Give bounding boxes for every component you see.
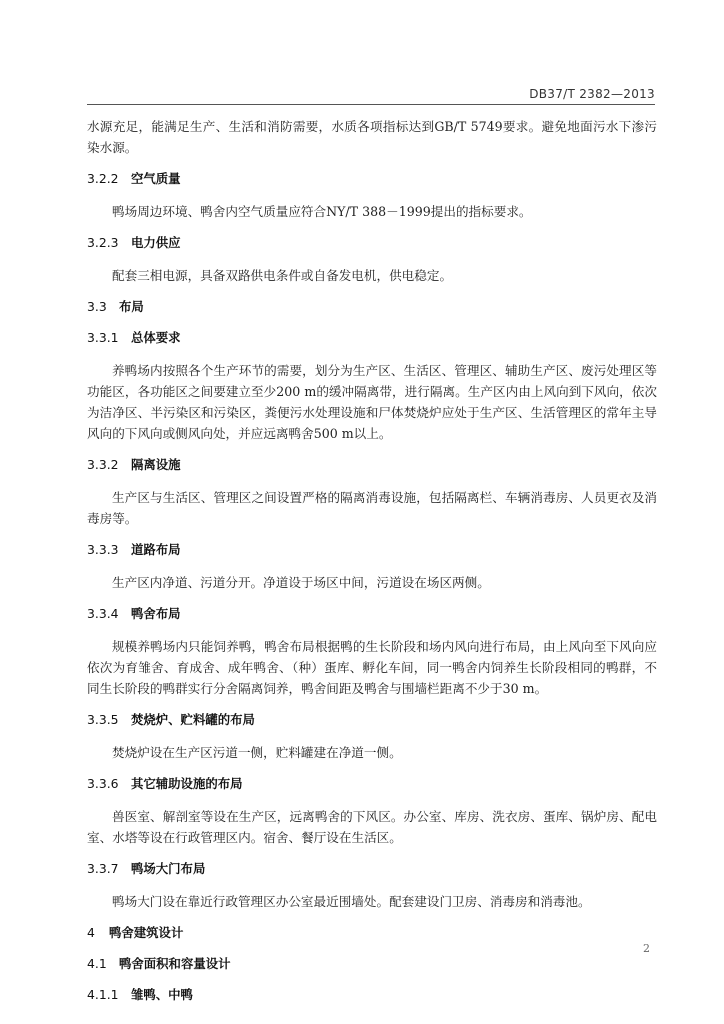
paragraph: 配套三相电源，具备双路供电条件或自备发电机，供电稳定。 (112, 268, 453, 283)
header-rule (87, 104, 655, 105)
section-heading (87, 170, 657, 188)
section-title: 道路布局 (131, 542, 181, 557)
paragraph: 养鸭场内按照各个生产环节的需要，划分为生产区、生活区、管理区、辅助生产区、废污处理区等功能区，各功能区之间要建立至少200 m的缓冲隔离带，进行隔离。生产区内由上风向到下风向，依次为洁净区、半污染区和污染区，粪便污水处理设施和尸体焚烧炉应处于生产区、生活管理区的常年主导风向的下风向或侧风向处，并应远离鸭舍500 m以上。 (87, 363, 657, 441)
section-number: 4 (87, 925, 95, 940)
section-heading (87, 456, 657, 474)
section-title: 总体要求 (131, 330, 181, 345)
section-number: 3.3.5 (87, 712, 119, 727)
section-number: 3.3.4 (87, 606, 119, 621)
section-number: 3.3.1 (87, 330, 119, 345)
section-title: 鸭场大门布局 (131, 861, 206, 876)
section-heading (87, 298, 657, 316)
section-title: 鸭舍建筑设计 (109, 925, 184, 940)
section-heading (87, 234, 657, 252)
paragraph: 水源充足，能满足生产、生活和消防需要，水质各项指标达到GB/T 5749要求。避免地面污水下渗污染水源。 (87, 119, 657, 155)
paragraph: 焚烧炉设在生产区污道一侧，贮料罐建在净道一侧。 (112, 745, 402, 760)
paragraph: 生产区与生活区、管理区之间设置严格的隔离消毒设施，包括隔离栏、车辆消毒房、人员更衣及消毒房等。 (87, 490, 657, 526)
standard-code: DB37/T 2382—2013 (529, 87, 655, 101)
section-number: 3.2.2 (87, 171, 119, 186)
section-heading (87, 711, 657, 729)
paragraph: 生产区内净道、污道分开。净道设于场区中间，污道设在场区两侧。 (112, 575, 490, 590)
section-title: 电力供应 (131, 235, 181, 250)
page-number: 2 (643, 942, 650, 955)
paragraph: 兽医室、解剖室等设在生产区，远离鸭舍的下风区。办公室、库房、洗衣房、蛋库、锅炉房、配电室、水塔等设在行政管理区内。宿舍、餐厅设在生活区。 (87, 809, 657, 845)
section-heading (87, 541, 657, 559)
section-heading (87, 986, 657, 1004)
section-heading (87, 860, 657, 878)
section-title: 鸭舍布局 (131, 606, 181, 621)
section-title: 其它辅助设施的布局 (131, 776, 243, 791)
section-title: 雏鸭、中鸭 (131, 987, 193, 1002)
section-number: 3.3.2 (87, 457, 119, 472)
section-number: 3.2.3 (87, 235, 119, 250)
section-number: 3.3.3 (87, 542, 119, 557)
section-heading (87, 605, 657, 623)
section-heading (87, 775, 657, 793)
section-title: 空气质量 (131, 171, 181, 186)
section-title: 鸭舍面积和容量设计 (119, 956, 231, 971)
section-heading (87, 924, 657, 942)
paragraph: 鸭场大门设在靠近行政管理区办公室最近围墙处。配套建设门卫房、消毒房和消毒池。 (112, 894, 591, 909)
section-title: 布局 (119, 299, 144, 314)
section-number: 3.3.6 (87, 776, 119, 791)
section-title: 隔离设施 (131, 457, 181, 472)
section-number: 3.3.7 (87, 861, 119, 876)
paragraph: 规模养鸭场内只能饲养鸭，鸭舍布局根据鸭的生长阶段和场内风向进行布局，由上风向至下风向应依次为育雏舍、育成舍、成年鸭舍、（种）蛋库、孵化车间，同一鸭舍内饲养生长阶段相同的鸭群，不同生长阶段的鸭群实行分舍隔离饲养，鸭舍间距及鸭舍与围墙栏距离不少于30 m。 (87, 639, 657, 696)
document-body (87, 116, 657, 1017)
section-number: 3.3 (87, 299, 107, 314)
section-heading (87, 955, 657, 973)
section-heading (87, 329, 657, 347)
section-number: 4.1 (87, 956, 107, 971)
section-title: 焚烧炉、贮料罐的布局 (131, 712, 255, 727)
paragraph: 鸭场周边环境、鸭舍内空气质量应符合NY/T 388－1999提出的指标要求。 (112, 204, 532, 219)
section-number: 4.1.1 (87, 987, 119, 1002)
